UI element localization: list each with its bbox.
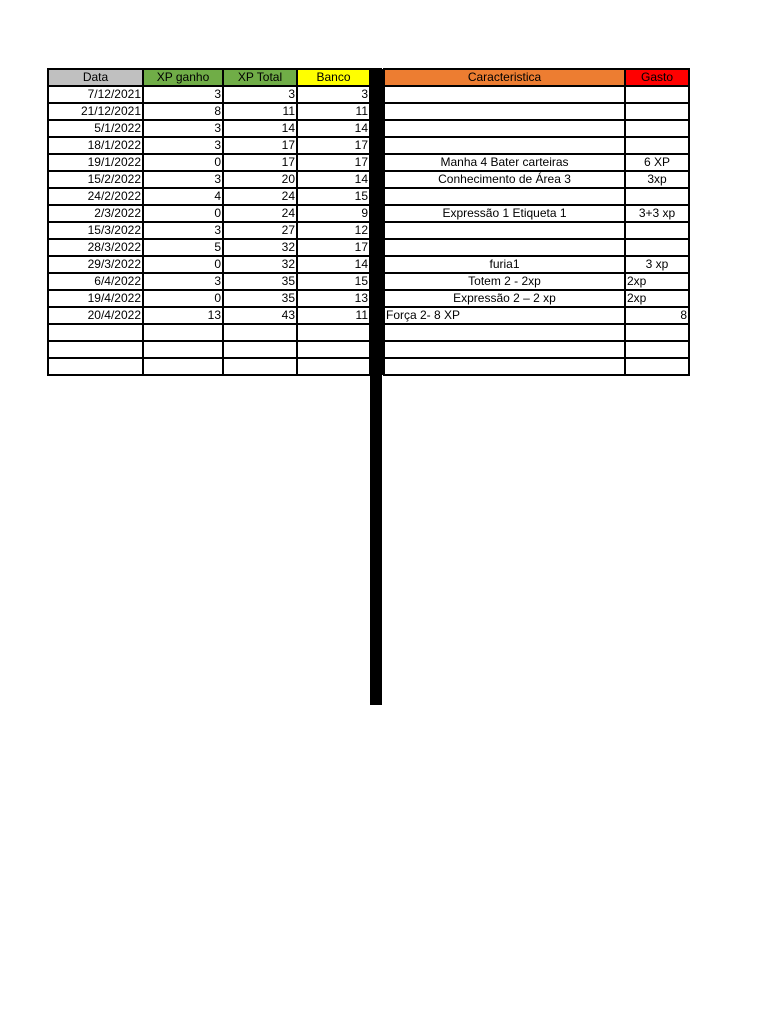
cell-caracteristica[interactable]: Força 2- 8 XP — [384, 307, 625, 324]
separator-cell — [370, 239, 384, 256]
cell-xp-total[interactable]: 20 — [223, 171, 297, 188]
cell-banco[interactable]: 14 — [297, 256, 370, 273]
separator-cell — [370, 324, 384, 341]
cell-caracteristica[interactable] — [384, 222, 625, 239]
table-row — [48, 307, 689, 324]
cell-gasto[interactable]: 8 — [625, 307, 689, 324]
cell-caracteristica[interactable]: Conhecimento de Área 3 — [384, 171, 625, 188]
cell-caracteristica[interactable] — [384, 358, 625, 375]
cell-banco[interactable]: 13 — [297, 290, 370, 307]
cell-gasto[interactable]: 6 XP — [625, 154, 689, 171]
cell-caracteristica[interactable] — [384, 103, 625, 120]
cell-banco[interactable] — [297, 324, 370, 341]
cell-caracteristica[interactable]: Manha 4 Bater carteiras — [384, 154, 625, 171]
table-row — [48, 256, 689, 273]
separator-cell — [370, 341, 384, 358]
cell-data[interactable]: 5/1/2022 — [48, 120, 143, 137]
cell-data[interactable]: 2/3/2022 — [48, 205, 143, 222]
cell-gasto[interactable]: 3+3 xp — [625, 205, 689, 222]
cell-xp-ganho[interactable]: 3 — [143, 273, 223, 290]
cell-caracteristica[interactable]: Totem 2 - 2xp — [384, 273, 625, 290]
separator-cell — [370, 205, 384, 222]
cell-xp-total[interactable]: 17 — [223, 137, 297, 154]
cell-banco[interactable]: 11 — [297, 103, 370, 120]
separator-cell — [370, 290, 384, 307]
cell-xp-total[interactable]: 35 — [223, 290, 297, 307]
cell-gasto[interactable] — [625, 358, 689, 375]
cell-banco[interactable]: 12 — [297, 222, 370, 239]
cell-caracteristica[interactable] — [384, 120, 625, 137]
cell-gasto[interactable] — [625, 103, 689, 120]
table-row — [48, 171, 689, 188]
cell-data[interactable]: 7/12/2021 — [48, 86, 143, 103]
cell-xp-total[interactable]: 17 — [223, 154, 297, 171]
cell-xp-ganho[interactable]: 3 — [143, 86, 223, 103]
cell-data[interactable] — [48, 358, 143, 375]
cell-xp-total[interactable]: 14 — [223, 120, 297, 137]
cell-xp-ganho[interactable]: 0 — [143, 205, 223, 222]
cell-xp-total[interactable] — [223, 358, 297, 375]
cell-gasto[interactable] — [625, 239, 689, 256]
cell-gasto[interactable]: 3xp — [625, 171, 689, 188]
cell-gasto[interactable]: 3 xp — [625, 256, 689, 273]
cell-caracteristica[interactable] — [384, 137, 625, 154]
table-row — [48, 205, 689, 222]
cell-xp-ganho[interactable]: 0 — [143, 290, 223, 307]
cell-data[interactable]: 6/4/2022 — [48, 273, 143, 290]
cell-xp-total[interactable] — [223, 324, 297, 341]
cell-xp-ganho[interactable]: 3 — [143, 222, 223, 239]
table-row — [48, 103, 689, 120]
cell-data[interactable] — [48, 341, 143, 358]
cell-caracteristica[interactable]: Expressão 2 – 2 xp — [384, 290, 625, 307]
cell-data[interactable]: 18/1/2022 — [48, 137, 143, 154]
cell-data[interactable]: 21/12/2021 — [48, 103, 143, 120]
header-xp-total[interactable]: XP Total — [223, 69, 297, 86]
cell-xp-ganho[interactable]: 0 — [143, 154, 223, 171]
cell-xp-ganho[interactable]: 3 — [143, 137, 223, 154]
table-row — [48, 341, 689, 358]
cell-xp-total[interactable]: 32 — [223, 239, 297, 256]
separator-cell — [370, 86, 384, 103]
cell-banco[interactable]: 17 — [297, 154, 370, 171]
cell-banco[interactable]: 3 — [297, 86, 370, 103]
cell-caracteristica[interactable]: furia1 — [384, 256, 625, 273]
cell-caracteristica[interactable] — [384, 239, 625, 256]
cell-banco[interactable]: 11 — [297, 307, 370, 324]
cell-banco[interactable]: 15 — [297, 273, 370, 290]
table-row — [48, 273, 689, 290]
cell-caracteristica[interactable] — [384, 324, 625, 341]
cell-data[interactable]: 19/4/2022 — [48, 290, 143, 307]
header-caracteristica[interactable]: Caracteristica — [384, 69, 625, 86]
cell-banco[interactable] — [297, 358, 370, 375]
cell-data[interactable]: 20/4/2022 — [48, 307, 143, 324]
cell-xp-total[interactable]: 24 — [223, 188, 297, 205]
table-row — [48, 290, 689, 307]
separator-cell — [370, 222, 384, 239]
table-row — [48, 86, 689, 103]
cell-xp-total[interactable]: 3 — [223, 86, 297, 103]
cell-gasto[interactable]: 2xp — [625, 273, 689, 290]
cell-gasto[interactable] — [625, 222, 689, 239]
header-data[interactable]: Data — [48, 69, 143, 86]
cell-xp-total[interactable]: 43 — [223, 307, 297, 324]
separator-cell — [370, 137, 384, 154]
cell-data[interactable]: 28/3/2022 — [48, 239, 143, 256]
cell-banco[interactable]: 15 — [297, 188, 370, 205]
separator-cell — [370, 307, 384, 324]
separator-cell — [370, 69, 384, 86]
table-row — [48, 222, 689, 239]
cell-xp-ganho[interactable] — [143, 358, 223, 375]
cell-xp-ganho[interactable]: 13 — [143, 307, 223, 324]
cell-xp-total[interactable] — [223, 341, 297, 358]
cell-xp-ganho[interactable] — [143, 324, 223, 341]
table-row — [48, 239, 689, 256]
cell-gasto[interactable]: 2xp — [625, 290, 689, 307]
cell-banco[interactable]: 17 — [297, 137, 370, 154]
cell-data[interactable] — [48, 324, 143, 341]
cell-data[interactable]: 24/2/2022 — [48, 188, 143, 205]
separator-cell — [370, 256, 384, 273]
cell-data[interactable]: 29/3/2022 — [48, 256, 143, 273]
cell-banco[interactable]: 14 — [297, 171, 370, 188]
table-row — [48, 188, 689, 205]
cell-data[interactable]: 15/2/2022 — [48, 171, 143, 188]
cell-xp-ganho[interactable]: 3 — [143, 120, 223, 137]
header-xp-ganho[interactable]: XP ganho — [143, 69, 223, 86]
cell-caracteristica[interactable]: Expressão 1 Etiqueta 1 — [384, 205, 625, 222]
cell-xp-total[interactable]: 11 — [223, 103, 297, 120]
cell-gasto[interactable] — [625, 324, 689, 341]
cell-xp-ganho[interactable]: 3 — [143, 171, 223, 188]
separator-cell — [370, 358, 384, 375]
cell-caracteristica[interactable] — [384, 188, 625, 205]
cell-data[interactable]: 19/1/2022 — [48, 154, 143, 171]
cell-data[interactable]: 15/3/2022 — [48, 222, 143, 239]
separator-cell — [370, 154, 384, 171]
cell-gasto[interactable] — [625, 188, 689, 205]
cell-xp-ganho[interactable]: 5 — [143, 239, 223, 256]
header-banco[interactable]: Banco — [297, 69, 370, 86]
cell-xp-ganho[interactable]: 0 — [143, 256, 223, 273]
cell-banco[interactable]: 14 — [297, 120, 370, 137]
separator-cell — [370, 273, 384, 290]
header-gasto[interactable]: Gasto — [625, 69, 689, 86]
cell-xp-ganho[interactable] — [143, 341, 223, 358]
cell-caracteristica[interactable] — [384, 341, 625, 358]
separator-cell — [370, 171, 384, 188]
cell-xp-total[interactable]: 35 — [223, 273, 297, 290]
cell-gasto[interactable] — [625, 341, 689, 358]
table-row — [48, 358, 689, 375]
separator-cell — [370, 103, 384, 120]
table-row — [48, 154, 689, 171]
xp-spreadsheet-table — [47, 68, 690, 376]
cell-gasto[interactable] — [625, 120, 689, 137]
table-row — [48, 137, 689, 154]
separator-cell — [370, 120, 384, 137]
cell-xp-ganho[interactable]: 4 — [143, 188, 223, 205]
cell-xp-total[interactable]: 27 — [223, 222, 297, 239]
cell-banco[interactable] — [297, 341, 370, 358]
cell-xp-ganho[interactable]: 8 — [143, 103, 223, 120]
cell-gasto[interactable] — [625, 86, 689, 103]
cell-xp-total[interactable]: 32 — [223, 256, 297, 273]
separator-cell — [370, 188, 384, 205]
header-row — [48, 69, 689, 86]
cell-gasto[interactable] — [625, 137, 689, 154]
cell-banco[interactable]: 17 — [297, 239, 370, 256]
table-row — [48, 120, 689, 137]
cell-caracteristica[interactable] — [384, 86, 625, 103]
cell-xp-total[interactable]: 24 — [223, 205, 297, 222]
cell-banco[interactable]: 9 — [297, 205, 370, 222]
table-row — [48, 324, 689, 341]
